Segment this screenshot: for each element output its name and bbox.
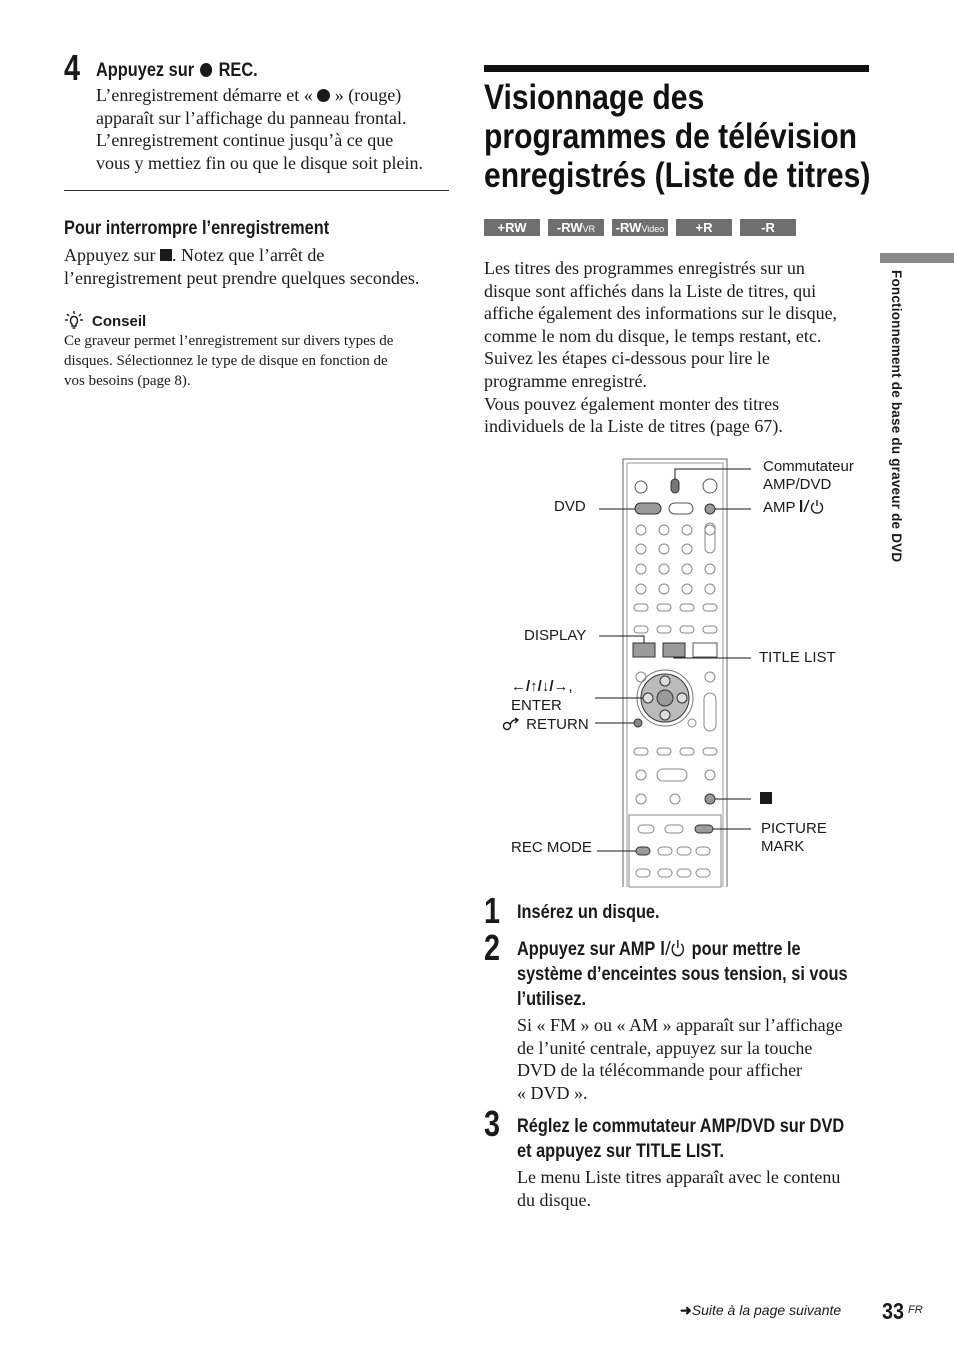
intro-text — [484, 257, 874, 438]
step-2-number: 2 — [484, 927, 501, 968]
step-2-body-line: DVD de la télécommande pour afficher — [517, 1060, 803, 1081]
step-4-number: 4 — [64, 47, 81, 88]
step-2-heading-line: l’utilisez. — [517, 989, 587, 1010]
interrupt-body — [64, 244, 454, 289]
step-4-line: L’enregistrement démarre et « — [96, 85, 313, 105]
interrupt-heading: Pour interrompre l’enregistrement — [64, 218, 330, 239]
step-3-heading — [517, 1114, 844, 1164]
label-arrows — [511, 678, 573, 696]
label-picture-mark — [761, 820, 827, 856]
interrupt-line: . Notez que l’arrêt de — [171, 245, 325, 265]
title-bar-rule — [484, 65, 869, 72]
step-2-heading — [517, 937, 848, 1012]
page-title-line: Visionnage des — [484, 78, 705, 117]
step-1-number: 1 — [484, 890, 501, 931]
step-4-line: L’enregistrement continue jusqu’à ce que — [96, 130, 394, 151]
side-tab-bar — [880, 253, 954, 263]
page-suffix: FR — [908, 1304, 923, 1316]
step-3-body-line: du disque. — [517, 1189, 591, 1210]
continue-note — [680, 1302, 841, 1319]
tip-heading-label: Conseil — [92, 313, 147, 330]
tip-line: disques. Sélectionnez le type de disque en fonction de — [64, 353, 388, 369]
label-return-text: RETURN — [526, 716, 589, 733]
right-arrow-icon: ➜ — [680, 1302, 692, 1318]
power-icon — [799, 499, 827, 514]
badge-label: -RW — [556, 220, 583, 235]
label-picture-line: MARK — [761, 838, 805, 855]
step-4-line: vous y mettiez fin ou que le disque soit plein. — [96, 152, 423, 173]
label-title-list: TITLE LIST — [759, 649, 836, 666]
step-3-number: 3 — [484, 1103, 501, 1144]
power-icon — [660, 939, 688, 957]
tip-heading — [64, 310, 146, 331]
step-4-line: apparaît sur l’affichage du panneau frontal. — [96, 107, 407, 128]
step-2-heading-line: système d’enceintes sous tension, si vous — [517, 964, 848, 985]
disc-badge-minus-rw-vr — [548, 219, 604, 236]
intro-line: disque sont affichés dans la Liste de titres, qui — [484, 280, 817, 301]
page-title — [484, 78, 870, 195]
label-amp-text: AMP — [763, 499, 796, 516]
label-arrows-suffix: , — [568, 678, 573, 695]
step-2-body — [517, 1014, 877, 1104]
label-switch — [763, 458, 854, 494]
arrow-keys-icon: ←/↑/↓/→ — [511, 678, 569, 695]
side-tab-text: Fonctionnement de base du graveur de DVD — [889, 270, 904, 563]
tip-line: Ce graveur permet l’enregistrement sur divers types de — [64, 333, 394, 349]
disc-badge-minus-r — [740, 219, 796, 236]
step-2-heading-pre: Appuyez sur AMP — [517, 939, 656, 960]
label-picture-line: PICTURE — [761, 820, 827, 837]
step-4-heading — [96, 58, 258, 83]
step-3-body-line: Le menu Liste titres apparaît avec le contenu — [517, 1167, 841, 1187]
label-rec-mode: REC MODE — [511, 839, 592, 856]
intro-line: programme enregistré. — [484, 370, 647, 391]
step-3-body — [517, 1166, 877, 1211]
step-2-body-line: de l’unité centrale, appuyez sur la touche — [517, 1037, 813, 1058]
intro-line: Suivez les étapes ci-dessous pour lire le — [484, 348, 770, 369]
step-2-body-line: « DVD ». — [517, 1082, 588, 1103]
stop-square-icon — [760, 792, 772, 804]
step-2-body-line: Si « FM » ou « AM » apparaît sur l’affichage — [517, 1015, 843, 1035]
tip-body — [64, 331, 454, 391]
stop-square-icon — [160, 249, 172, 261]
return-icon — [502, 717, 522, 731]
step-1-heading: Insérez un disque. — [517, 902, 660, 923]
step-4-heading-pre: Appuyez sur — [96, 60, 195, 81]
label-dvd: DVD — [554, 498, 586, 515]
label-switch-line: Commutateur — [763, 458, 854, 475]
disc-badge-plus-rw — [484, 219, 540, 236]
intro-line: Vous pouvez également monter des titres — [484, 393, 780, 414]
badge-label: +R — [695, 220, 713, 235]
step-4-body — [96, 84, 456, 174]
label-enter: ENTER — [511, 697, 562, 714]
page-title-line: enregistrés (Liste de titres) — [484, 156, 871, 195]
badge-sub: Video — [641, 224, 665, 234]
label-return — [502, 716, 589, 734]
disc-badge-plus-r — [676, 219, 732, 236]
page-number: 33 — [882, 1298, 905, 1324]
label-switch-line: AMP/DVD — [763, 476, 832, 493]
section-divider — [64, 190, 449, 191]
tip-line: vos besoins (page 8). — [64, 373, 191, 389]
step-4-heading-post: REC. — [218, 60, 258, 81]
intro-line: Les titres des programmes enregistrés sur un — [484, 258, 805, 278]
disc-badge-minus-rw-video — [612, 219, 668, 236]
badge-label: -RW — [615, 220, 642, 235]
record-dot-icon — [200, 63, 212, 77]
badge-label: -R — [761, 220, 775, 235]
interrupt-line: l’enregistrement peut prendre quelques secondes. — [64, 267, 420, 288]
step-2-heading-line: pour mettre le — [691, 939, 801, 960]
interrupt-line: Appuyez sur — [64, 245, 156, 265]
step-3-heading-line: et appuyez sur TITLE LIST. — [517, 1141, 725, 1162]
step-3-heading-line: Réglez le commutateur AMP/DVD sur DVD — [517, 1116, 845, 1137]
record-dot-icon — [317, 89, 330, 102]
label-amp — [763, 499, 827, 517]
badge-sub: VR — [582, 224, 596, 234]
intro-line: individuels de la Liste de titres (page 67). — [484, 416, 783, 437]
intro-line: comme le nom du disque, le temps restant, etc. — [484, 325, 822, 346]
badge-label: +RW — [497, 220, 527, 235]
intro-line: affiche également des informations sur le disque, — [484, 303, 838, 324]
label-display: DISPLAY — [524, 627, 587, 644]
continue-text: Suite à la page suivante — [691, 1302, 842, 1318]
step-4-line: » (rouge) — [334, 85, 402, 105]
lightbulb-icon — [64, 310, 84, 330]
side-tab-label — [884, 270, 906, 600]
page-title-line: programmes de télévision — [484, 117, 858, 156]
